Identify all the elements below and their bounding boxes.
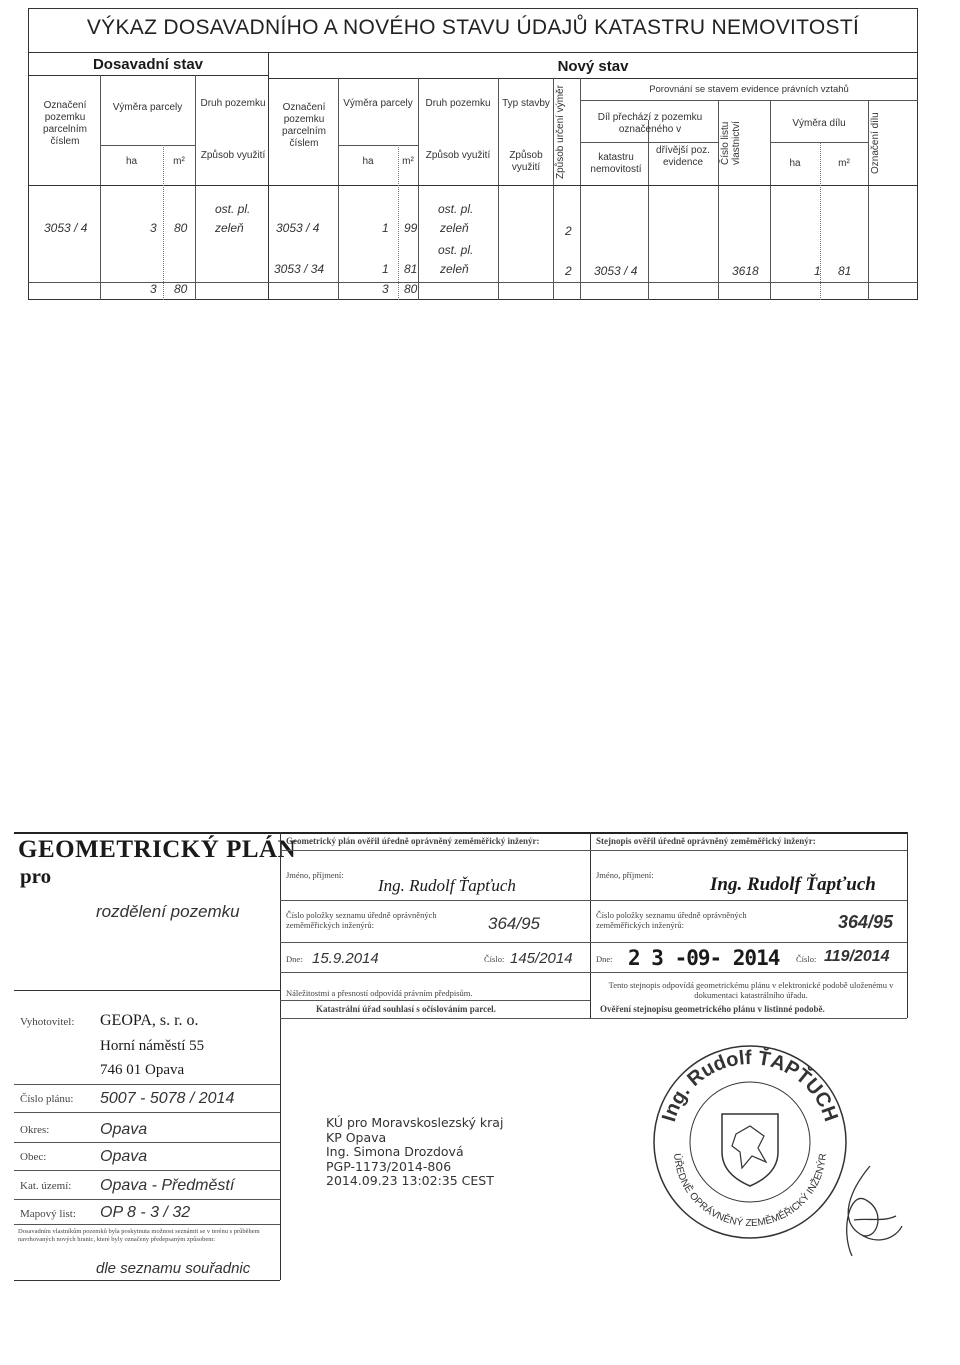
note: Dosavadním vlastníkům pozemků byla poskytnuta možnost seznámit se v terénu s průběhem navrhovaných nových hranic, které byly označeny předepsaným způsobem: bbox=[18, 1228, 260, 1243]
old-m2: 80 bbox=[174, 221, 188, 235]
new1-ha: 1 bbox=[382, 221, 389, 235]
address-line-2: 746 01 Opava bbox=[100, 1062, 185, 1078]
old-ha: 3 bbox=[150, 221, 157, 235]
old-total-m2: 80 bbox=[174, 282, 188, 296]
obec-label: Obec: bbox=[20, 1151, 47, 1163]
verify1-katastr: Katastrální úřad souhlasí s očíslováním parcel. bbox=[316, 1004, 496, 1014]
verify2-head: Stejnopis ověřil úředně oprávněný zeměměřický inženýr: bbox=[596, 836, 816, 846]
plan-title: GEOMETRICKÝ PLÁN bbox=[18, 836, 297, 863]
official-seal bbox=[650, 1042, 850, 1242]
ku-stamp-line-2: KP Opava bbox=[326, 1129, 387, 1145]
verify1-cislo-label: Číslo položky seznamu úředně oprávněných zeměměřických inženýrů: bbox=[286, 910, 437, 930]
hdr-dil-m2: m² bbox=[838, 158, 850, 169]
table-title: VÝKAZ DOSAVADNÍHO A NOVÉHO STAVU ÚDAJŮ KATASTRU NEMOVITOSTÍ bbox=[86, 16, 860, 39]
verify1-cislo: 364/95 bbox=[488, 914, 540, 933]
verify1-c: 145/2014 bbox=[510, 950, 573, 967]
verify2-cislo: 364/95 bbox=[838, 912, 894, 932]
old-druh: ost. pl. bbox=[215, 202, 251, 216]
new2-katastr: 3053 / 4 bbox=[594, 264, 638, 278]
new2-dil-m2: 81 bbox=[838, 264, 852, 278]
hdr-vymera-dilu: Výměra dílu bbox=[792, 118, 846, 129]
hdr-dil-ha: ha bbox=[789, 158, 801, 169]
hdr-ha: ha bbox=[125, 156, 138, 167]
verify2-jmeno-label: Jméno, příjmení: bbox=[596, 870, 654, 880]
hdr-vymera-new: Výměra parcely bbox=[343, 98, 413, 109]
hdr-compare: Porovnání se stavem evidence právních vztahů bbox=[649, 84, 849, 95]
verify2-text: Tento stejnopis odpovídá geometrickému plánu v elektronické podobě uloženému v dokumentaci katastrálního úřadu. bbox=[608, 980, 894, 1000]
svg-text:ÚŘEDNĚ OPRÁVNĚNÝ ZEMĚMĚŘICKÝ I: ÚŘEDNĚ OPRÁVNĚNÝ ZEMĚMĚŘICKÝ INŽENÝR bbox=[671, 1152, 829, 1230]
new-total-m2: 80 bbox=[404, 282, 418, 296]
hdr-lv: Číslo listu vlastnictví bbox=[720, 121, 742, 165]
verify1-c-label: Číslo: bbox=[484, 954, 505, 964]
verify2-jmeno: Ing. Rudolf Ťapťuch bbox=[710, 874, 876, 895]
mapovy-list: OP 8 - 3 / 32 bbox=[100, 1204, 191, 1221]
hdr-dil: Díl přechází z pozemku označeného v bbox=[597, 112, 703, 135]
new2-ha: 1 bbox=[382, 262, 389, 276]
hdr-zpusob2: Způsob využití bbox=[509, 150, 543, 173]
okres-label: Okres: bbox=[20, 1124, 50, 1136]
new2-druh: ost. pl. bbox=[438, 243, 474, 257]
verify2-dne-label: Dne: bbox=[596, 954, 613, 964]
address-line-1: Horní náměstí 55 bbox=[100, 1038, 205, 1054]
section-old: Dosavadní stav bbox=[92, 56, 204, 73]
hdr-katastru: katastru nemovitostí bbox=[590, 152, 642, 175]
new2-lv: 3618 bbox=[732, 264, 759, 278]
old-vyuziti: zeleň bbox=[215, 221, 244, 235]
verify1-nalez: Náležitostmi a přesností odpovídá právním předpisům. bbox=[286, 988, 473, 998]
ku-stamp-line-1: KÚ pro Moravskoslezský kraj bbox=[326, 1115, 504, 1130]
section-new: Nový stav bbox=[557, 58, 629, 75]
hdr-vymera: Výměra parcely bbox=[112, 102, 183, 113]
plan-purpose: rozdělení pozemku bbox=[96, 902, 240, 921]
ku-stamp-line-3: Ing. Simona Drozdová bbox=[326, 1144, 464, 1159]
okres: Opava bbox=[100, 1121, 148, 1138]
cislo-planu: 5007 - 5078 / 2014 bbox=[100, 1090, 235, 1107]
hdr-zpusob: Způsob využití bbox=[200, 150, 266, 161]
cislo-planu-label: Číslo plánu: bbox=[20, 1093, 74, 1105]
verify2-c-label: Číslo: bbox=[796, 954, 817, 964]
hdr-druh-new: Druh pozemku bbox=[425, 98, 491, 109]
verify1-dne-label: Dne: bbox=[286, 954, 303, 964]
plan-pro: pro bbox=[20, 864, 52, 888]
hdr-oznaceni-new: Označení pozemku parcelním číslem bbox=[282, 102, 326, 149]
verify1-jmeno: Ing. Rudolf Ťapťuch bbox=[378, 876, 516, 895]
new2-dil-ha: 1 bbox=[814, 264, 821, 278]
svg-text:Ing. Rudolf ŤAPŤUCH: Ing. Rudolf ŤAPŤUCH bbox=[658, 1046, 842, 1125]
hdr-zpusob-new: Způsob využití bbox=[425, 150, 491, 161]
cadastre-table bbox=[0, 0, 960, 320]
hdr-drivejsi: dřívější poz. evidence bbox=[656, 145, 710, 168]
ku-stamp-line-4: PGP-1173/2014-806 bbox=[326, 1158, 452, 1174]
hdr-oznaceni: Označení pozemku parcelním číslem bbox=[43, 100, 87, 147]
new2-urceni: 2 bbox=[565, 264, 572, 278]
ku-stamp-line-5: 2014.09.23 13:02:35 CEST bbox=[326, 1173, 494, 1188]
verify1-dne: 15.9.2014 bbox=[312, 950, 379, 967]
ku-stamp bbox=[326, 1116, 503, 1189]
verify1-head: Geometrický plán ověřil úředně oprávněný zeměměřický inženýr: bbox=[286, 836, 540, 846]
hdr-m2: m² bbox=[173, 156, 185, 167]
new2-vyuziti: zeleň bbox=[440, 262, 469, 276]
new1-parcel: 3053 / 4 bbox=[276, 221, 320, 235]
ku: Opava - Předměstí bbox=[100, 1177, 235, 1194]
vyhotovitel: GEOPA, s. r. o. bbox=[100, 1012, 199, 1029]
verify2-cislo-label: Číslo položky seznamu úředně oprávněných zeměměřických inženýrů: bbox=[596, 910, 747, 930]
verify2-overeni: Ověření stejnopisu geometrického plánu v listinné podobě. bbox=[600, 1004, 825, 1014]
new2-parcel: 3053 / 34 bbox=[274, 262, 325, 276]
hdr-druh: Druh pozemku bbox=[200, 98, 266, 109]
ku-label: Kat. území: bbox=[20, 1180, 72, 1192]
hdr-typ: Typ stavby bbox=[502, 98, 550, 109]
old-parcel: 3053 / 4 bbox=[44, 221, 88, 235]
new1-m2: 99 bbox=[404, 221, 418, 235]
hdr-ha-new: ha bbox=[362, 156, 374, 167]
hdr-oznaceni-dilu: Označení dílu bbox=[870, 112, 881, 174]
hdr-m2-new: m² bbox=[402, 156, 414, 167]
new1-druh: ost. pl. bbox=[438, 202, 474, 216]
note-value: dle seznamu souřadnic bbox=[96, 1260, 251, 1277]
new1-urceni: 2 bbox=[565, 224, 572, 238]
vyhotovitel-label: Vyhotovitel: bbox=[20, 1016, 75, 1028]
verify2-c: 119/2014 bbox=[824, 948, 890, 965]
geometric-plan-block bbox=[0, 820, 960, 1365]
hdr-urceni: Způsob určení výměr bbox=[555, 85, 566, 179]
old-total-ha: 3 bbox=[150, 282, 157, 296]
new2-m2: 81 bbox=[404, 262, 418, 276]
new1-vyuziti: zeleň bbox=[440, 221, 469, 235]
verify1-jmeno-label: Jméno, příjmení: bbox=[286, 870, 344, 880]
obec: Opava bbox=[100, 1148, 148, 1165]
mapovy-list-label: Mapový list: bbox=[20, 1208, 76, 1220]
signature bbox=[830, 1160, 910, 1270]
verify2-dne: 2 3 -09- 2014 bbox=[628, 946, 780, 970]
new-total-ha: 3 bbox=[382, 282, 389, 296]
